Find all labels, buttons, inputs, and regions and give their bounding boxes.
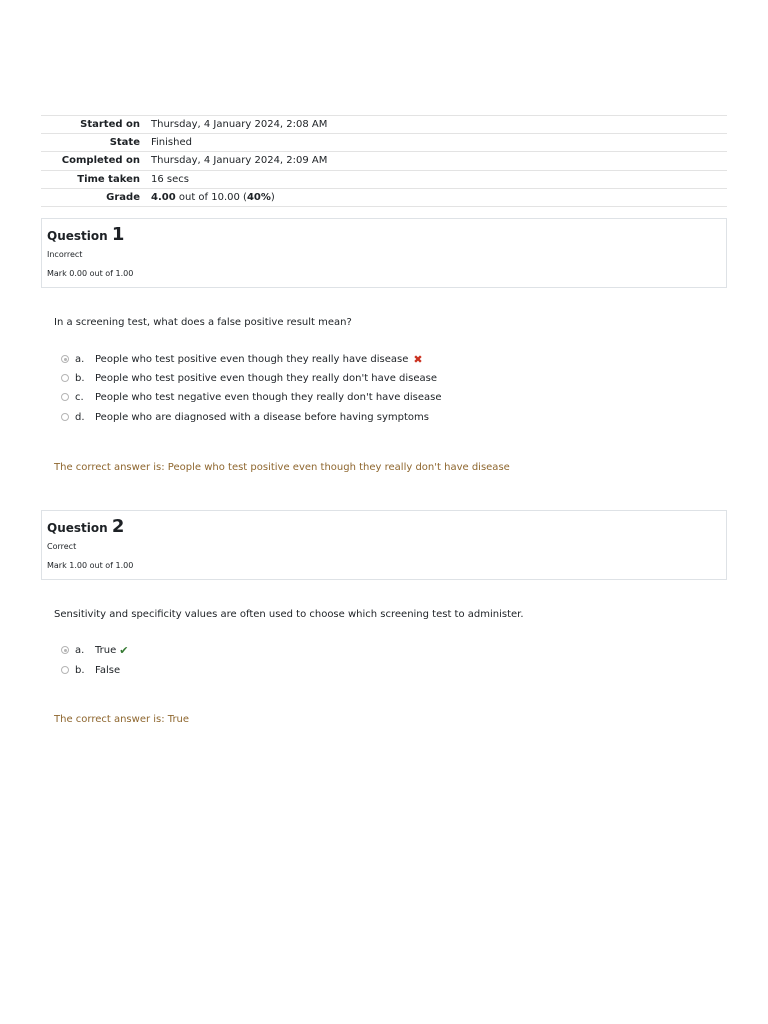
question-mark: Mark 0.00 out of 1.00: [47, 269, 134, 278]
correct-answer-feedback: The correct answer is: True: [54, 714, 190, 725]
answer-option-b[interactable]: [61, 371, 437, 385]
grade-close: ): [270, 191, 275, 203]
summary-row-state: [41, 134, 727, 152]
question-title: [47, 225, 124, 246]
answer-label: False: [95, 664, 121, 676]
summary-value: 16 secs: [151, 173, 189, 185]
summary-label: Completed on: [61, 155, 140, 167]
question-text: In a screening test, what does a false positive result mean?: [54, 317, 352, 328]
radio-button[interactable]: [61, 374, 69, 382]
grade-percent: 40%: [246, 191, 271, 203]
summary-value: Thursday, 4 January 2024, 2:08 AM: [151, 119, 328, 131]
question-info-2: [41, 510, 727, 580]
check-icon: ✔: [119, 643, 129, 657]
correct-answer-feedback: The correct answer is: People who test positive even though they really don't have disease: [54, 462, 510, 473]
summary-label: Time taken: [77, 173, 140, 185]
question-title-prefix: Question: [47, 229, 112, 243]
question-number: 2: [111, 516, 125, 537]
summary-label: State: [109, 137, 140, 149]
radio-button[interactable]: [61, 413, 69, 421]
summary-row-started-on: [41, 116, 727, 134]
question-text: Sensitivity and specificity values are often used to choose which screening test to administer.: [54, 609, 524, 620]
summary-row-time-taken: [41, 170, 727, 188]
answer-label: People who test positive even though they really have disease: [95, 353, 409, 365]
answer-option-d[interactable]: [61, 410, 429, 424]
quiz-summary-table: [41, 115, 727, 207]
grade-out-of: out of 10.00 (: [175, 191, 247, 203]
answer-label: People who test positive even though they really don't have disease: [95, 372, 437, 384]
summary-value: Thursday, 4 January 2024, 2:09 AM: [151, 155, 328, 167]
question-state: Incorrect: [47, 250, 83, 259]
question-title-prefix: Question: [47, 521, 112, 535]
answer-option-c[interactable]: [61, 390, 442, 404]
question-mark: Mark 1.00 out of 1.00: [47, 561, 134, 570]
answer-letter: c.: [75, 391, 84, 403]
answer-letter: d.: [75, 411, 85, 423]
summary-value: Finished: [151, 137, 192, 149]
answer-letter: b.: [75, 664, 85, 676]
answer-letter: a.: [75, 353, 85, 365]
question-number: 1: [111, 224, 125, 245]
answer-label: True: [95, 644, 117, 656]
summary-row-completed-on: [41, 152, 727, 170]
grade-score: 4.00: [151, 191, 176, 203]
summary-label: Grade: [106, 191, 140, 203]
answer-option-true[interactable]: [61, 643, 128, 657]
question-title: [47, 517, 124, 538]
answer-letter: b.: [75, 372, 85, 384]
answer-label: People who are diagnosed with a disease before having symptoms: [95, 411, 429, 423]
answer-label: People who test negative even though they really don't have disease: [95, 391, 442, 403]
radio-button[interactable]: [61, 646, 69, 654]
radio-button[interactable]: [61, 355, 69, 363]
summary-label: Started on: [80, 119, 140, 131]
cross-icon: ✖: [413, 352, 423, 366]
question-state: Correct: [47, 542, 77, 551]
answer-letter: a.: [75, 644, 85, 656]
answer-option-false[interactable]: [61, 663, 120, 677]
radio-button[interactable]: [61, 666, 69, 674]
answer-option-a[interactable]: [61, 352, 423, 366]
summary-row-grade: [41, 188, 727, 206]
question-info-1: [41, 218, 727, 288]
radio-button[interactable]: [61, 393, 69, 401]
grade-value: [151, 188, 727, 206]
